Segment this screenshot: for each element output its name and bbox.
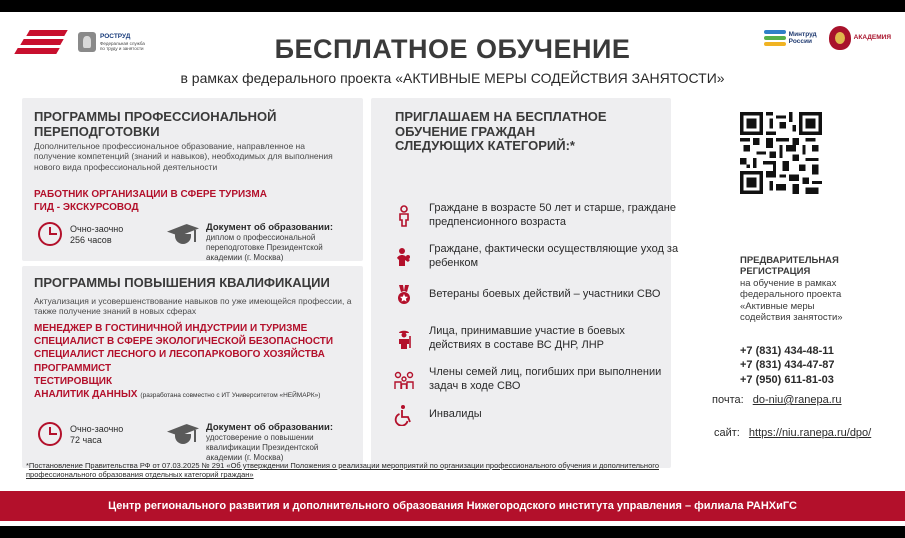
categories-panel bbox=[371, 98, 679, 468]
email-label: почта: bbox=[712, 394, 744, 406]
retraining-document-label: Документ об образовании: bbox=[206, 222, 333, 233]
rostrud-name: РОСТРУД bbox=[100, 33, 131, 41]
prereg-text: на обучение в рамках федерального проекта «Активные меры содействия занятости» bbox=[740, 277, 843, 323]
category-item bbox=[393, 243, 679, 271]
prereg-title: ПРЕДВАРИТЕЛЬНАЯ РЕГИСТРАЦИЯ bbox=[740, 255, 839, 278]
program-item: МЕНЕДЖЕР В ГОСТИНИЧНОЙ ИНДУСТРИИ И ТУРИЗМЕ bbox=[34, 323, 308, 334]
academy-name: АКАДЕМИЯ bbox=[853, 34, 891, 42]
retraining-hours: 256 часов bbox=[70, 235, 112, 246]
phone-list bbox=[740, 344, 834, 387]
mintrud-mark-icon bbox=[764, 29, 786, 47]
graduation-cap-icon bbox=[166, 222, 200, 248]
qualification-program-list bbox=[34, 322, 364, 401]
footnote-text: Постановление Правительства РФ от 07.03.2025 № 291 «Об утверждении Положения о реализации мероприятий по организации профессионального обучения и дополнительного профессионального образования отдельных категорий граждан» bbox=[26, 461, 659, 480]
category-text: Лица, принимавшие участие в боевых действиях в составе ВС ДНР, ЛНР bbox=[429, 325, 625, 351]
qualification-document-text: удостоверение о повышении квалификации Президентской академии (г. Москва) bbox=[206, 433, 319, 462]
category-item bbox=[393, 202, 679, 230]
category-text: Ветераны боевых действий – участники СВО bbox=[429, 288, 661, 301]
category-text: Члены семей лиц, погибших при выполнении задач в ходе СВО bbox=[429, 366, 662, 392]
retraining-format: Очно-заочно bbox=[70, 224, 124, 234]
page-subtitle: в рамках федерального проекта «АКТИВНЫЕ МЕРЫ СОДЕЙСТВИЯ ЗАНЯТОСТИ» bbox=[180, 70, 725, 86]
program-item: ТЕСТИРОВЩИК bbox=[34, 375, 113, 387]
analyst-program: АНАЛИТИК ДАННЫХ bbox=[34, 388, 138, 400]
retraining-heading: ПРОГРАММЫ ПРОФЕССИОНАЛЬНОЙ ПЕРЕПОДГОТОВКИ bbox=[34, 109, 277, 139]
program-item: СПЕЦИАЛИСТ В СФЕРЕ ЭКОЛОГИЧЕСКОЙ БЕЗОПАСНОСТИ bbox=[34, 336, 334, 348]
analyst-note: (разработана совместно с ИТ Университетом «НЕЙМАРК») bbox=[140, 391, 321, 399]
mintrud-logo bbox=[764, 29, 821, 47]
category-text: Граждане, фактически осуществляющие уход за ребенком bbox=[429, 243, 679, 269]
qualification-format: Очно-заочно bbox=[70, 424, 124, 434]
site-row bbox=[714, 427, 871, 439]
invite-heading: ПРИГЛАШАЕМ НА БЕСПЛАТНОЕ ОБУЧЕНИЕ ГРАЖДАН СЛЕДУЮЩИХ КАТЕГОРИЙ:* bbox=[395, 109, 607, 154]
category-item bbox=[393, 284, 679, 306]
phone-number[interactable]: +7 (950) 611-81-03 bbox=[740, 373, 834, 386]
clock-icon bbox=[38, 422, 62, 446]
program-item: РАБОТНИК ОРГАНИЗАЦИИ В СФЕРЕ ТУРИЗМА bbox=[34, 189, 267, 200]
flyer-page bbox=[0, 12, 905, 526]
qualification-document-label: Документ об образовании: bbox=[206, 422, 333, 433]
qualification-info bbox=[38, 422, 351, 462]
site-label: сайт: bbox=[714, 427, 740, 439]
person-icon bbox=[393, 205, 415, 227]
wheelchair-icon bbox=[393, 404, 415, 426]
graduation-cap-icon bbox=[166, 422, 200, 448]
footer-bar: Центр регионального развития и дополнительного образования Нижегородского института управления – филиала РАНХиГС bbox=[0, 491, 905, 521]
qualification-description: Актуализация и усовершенствование навыков по уже имеющейся профессии, а также получение знаний в новых сферах bbox=[34, 296, 352, 317]
footnote-star: * bbox=[26, 461, 29, 470]
retraining-document-text: диплом о профессиональной переподготовке Президентской академии (г. Москва) bbox=[206, 233, 323, 262]
email-row bbox=[712, 394, 842, 406]
category-item bbox=[393, 366, 679, 394]
category-text: Инвалиды bbox=[429, 408, 482, 421]
soldier-icon bbox=[393, 328, 415, 350]
qualification-heading: ПРОГРАММЫ ПОВЫШЕНИЯ КВАЛИФИКАЦИИ bbox=[34, 275, 330, 290]
retraining-description: Дополнительное профессиональное образование, направленное на получение компетенций (знаний и навыков), необходимых для выполнения нового вида профессиональной деятельности bbox=[34, 141, 333, 172]
page-title: БЕСПЛАТНОЕ ОБУЧЕНИЕ bbox=[274, 34, 631, 64]
academy-logo bbox=[829, 26, 891, 50]
site-link[interactable]: https://niu.ranepa.ru/dpo/ bbox=[748, 427, 872, 439]
medal-icon bbox=[393, 284, 415, 306]
qr-code-icon[interactable] bbox=[740, 112, 822, 194]
qualification-hours: 72 часа bbox=[70, 435, 102, 446]
category-item bbox=[393, 325, 679, 353]
rostrud-caption: Федеральная служба по труду и занятости bbox=[100, 40, 145, 51]
footnote bbox=[26, 461, 666, 480]
qualification-panel bbox=[22, 266, 363, 468]
program-item: ГИД - ЭКСКУРСОВОД bbox=[34, 202, 139, 214]
program-item bbox=[34, 388, 364, 401]
phone-number[interactable]: +7 (831) 434-47-87 bbox=[740, 359, 835, 372]
program-item: ПРОГРАММИСТ bbox=[34, 362, 112, 374]
program-item: СПЕЦИАЛИСТ ЛЕСНОГО И ЛЕСОПАРКОВОГО ХОЗЯЙСТВА bbox=[34, 349, 325, 361]
phone-number[interactable]: +7 (831) 434-48-11 bbox=[740, 345, 834, 357]
retraining-program-list bbox=[34, 188, 267, 214]
category-item bbox=[393, 404, 679, 426]
retraining-info bbox=[38, 222, 351, 262]
category-text: Граждане в возрасте 50 лет и старше, граждане предпенсионного возраста bbox=[429, 202, 676, 228]
family-icon bbox=[393, 369, 415, 391]
retraining-panel bbox=[22, 98, 363, 261]
logos-right bbox=[764, 26, 891, 50]
preregistration bbox=[740, 255, 890, 323]
parent-child-icon bbox=[393, 246, 415, 268]
clock-icon bbox=[38, 222, 62, 246]
mintrud-name: Минтруд России bbox=[788, 30, 817, 45]
email-link[interactable]: do-niu@ranepa.ru bbox=[752, 394, 842, 406]
academy-emblem-icon bbox=[829, 26, 851, 50]
